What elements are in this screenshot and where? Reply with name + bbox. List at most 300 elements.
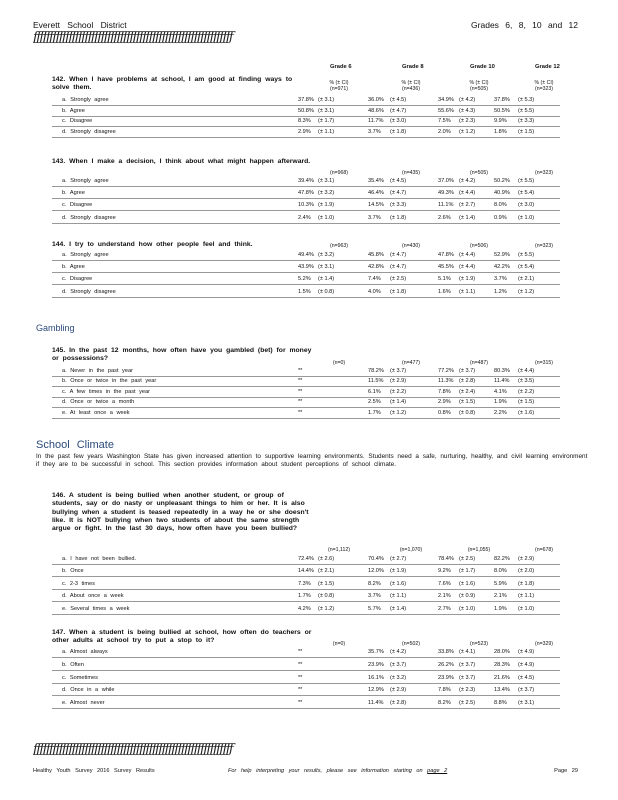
percent-value: 14.4% [298, 568, 314, 575]
row-divider [52, 589, 560, 590]
row-divider [52, 683, 560, 684]
confidence-interval: (± 4.2) [459, 178, 476, 184]
percent-value: 52.9% [494, 252, 510, 258]
response-row [52, 96, 560, 106]
percent-value: 72.4% [298, 556, 314, 562]
percent-value: 0.9% [494, 214, 507, 221]
sample-size-header [394, 641, 428, 647]
confidence-interval: (± 1.2) [459, 128, 476, 135]
confidence-interval: (± 3.3) [518, 118, 535, 125]
response-label: a. Never in the past year [62, 368, 133, 374]
percent-value: 45.5% [438, 264, 454, 271]
sample-size-header [462, 641, 496, 647]
percent-value: 28.3% [494, 661, 510, 668]
percent-value: 8.0% [494, 568, 507, 575]
percent-value: 13.4% [494, 687, 510, 694]
percent-value: 1.8% [494, 128, 507, 135]
sample-size: (n=505) [469, 86, 489, 93]
percent-value: 26.2% [438, 661, 454, 668]
confidence-interval: (± 2.8) [459, 378, 476, 385]
percent-value: 82.2% [494, 556, 510, 562]
confidence-interval: (± 3.0) [390, 118, 407, 125]
response-row [52, 263, 560, 273]
percent-value: 50.5% [494, 107, 510, 114]
confidence-interval: (± 3.7) [390, 661, 407, 668]
confidence-interval: (± 1.2) [518, 288, 535, 295]
confidence-interval: (± 3.5) [518, 378, 535, 385]
percent-value: 5.7% [368, 605, 381, 612]
confidence-interval: (± 2.0) [518, 568, 535, 575]
row-divider [52, 260, 560, 261]
response-label: a. Strongly agree [62, 97, 109, 103]
response-label: e. Almost never [62, 700, 105, 707]
confidence-interval: (± 1.1) [318, 128, 335, 135]
confidence-interval: (± 1.8) [390, 288, 407, 295]
percent-value: 37.8% [494, 97, 510, 103]
confidence-interval: (± 1.0) [518, 214, 535, 221]
response-label: d. Strongly disagree [62, 214, 116, 221]
question-142-title: 142. When I have problems at school, I am good at finding ways to solve them. [52, 76, 293, 92]
response-row [52, 128, 560, 138]
question-147-title: 147. When a student is being bullied at school, how often do teachers or other adults at school try to put a stop to it? [52, 629, 312, 645]
percent-value: 37.0% [438, 178, 454, 184]
percent-value: 8.8% [494, 700, 507, 707]
percent-value: 3.7% [494, 276, 507, 283]
percent-value: 14.5% [368, 202, 384, 209]
sample-size-header [394, 547, 428, 553]
row-divider [52, 210, 560, 211]
percent-value: 5.9% [494, 580, 507, 587]
percent-value: 1.5% [298, 288, 311, 295]
grades-label: Grades 6, 8, 10 and 12 [471, 20, 578, 30]
percent-value: ** [298, 700, 303, 707]
confidence-interval: (± 2.2) [518, 388, 535, 395]
district-name: Everett School District [33, 20, 127, 30]
sample-size: (n=435) [401, 170, 421, 176]
percent-value: 48.6% [368, 107, 384, 114]
response-row [52, 398, 560, 408]
sample-size-header [394, 360, 428, 366]
response-label: a. Strongly agree [62, 178, 109, 184]
percent-value: ** [298, 388, 303, 395]
row-divider [52, 284, 560, 285]
row-divider [52, 695, 560, 696]
response-label: e. At least once a week [62, 409, 130, 416]
sample-size-header [527, 547, 561, 553]
sample-size: (n=968) [329, 170, 349, 176]
percent-value: 55.6% [438, 107, 454, 114]
percent-value: 78.2% [368, 368, 384, 374]
percent-value: 70.4% [368, 556, 384, 562]
confidence-interval: (± 4.3) [459, 107, 476, 114]
sample-size-header [462, 360, 496, 366]
page-2-link[interactable]: page 2 [427, 768, 448, 774]
row-divider [52, 657, 560, 658]
sample-size-header [322, 547, 356, 553]
percent-value: 11.7% [368, 118, 384, 125]
percent-value: 34.9% [438, 97, 454, 103]
confidence-interval: (± 4.4) [459, 252, 476, 258]
response-label: d. About once a week [62, 593, 124, 600]
confidence-interval: (± 3.7) [459, 674, 476, 681]
confidence-interval: (± 2.7) [390, 556, 407, 562]
percent-value: ** [298, 368, 303, 374]
section-title-gambling: Gambling [36, 323, 75, 333]
percent-value: 33.8% [438, 649, 454, 655]
confidence-interval: (± 3.2) [318, 190, 335, 197]
sample-size: (n=506) [469, 243, 489, 249]
confidence-interval: (± 5.3) [518, 97, 535, 103]
response-label: d. Strongly disagree [62, 128, 116, 135]
percent-value: 3.7% [368, 593, 381, 600]
percent-value: 12.9% [368, 687, 384, 694]
row-divider [52, 198, 560, 199]
confidence-interval: (± 4.5) [390, 97, 407, 103]
sample-size: (n=678) [534, 547, 554, 553]
row-divider [52, 576, 560, 577]
response-row [52, 367, 560, 377]
grade-8-header: Grade 8 [402, 64, 424, 70]
percent-value: 39.4% [298, 178, 314, 184]
response-label: c. A few times in the past year [62, 388, 150, 395]
percent-value: 4.1% [494, 388, 507, 395]
grade-10-header: Grade 10 [470, 64, 495, 70]
response-row [52, 555, 560, 565]
response-row [52, 661, 560, 671]
confidence-interval: (± 2.1) [518, 276, 535, 283]
sample-size-header [394, 170, 428, 176]
confidence-interval: (± 4.7) [390, 190, 407, 197]
percent-value: 1.7% [298, 593, 311, 600]
sample-size: (n=436) [401, 86, 421, 93]
sample-size-header [322, 80, 356, 92]
row-divider [52, 297, 560, 298]
percent-value: 7.3% [298, 580, 311, 587]
percent-value: 3.7% [368, 128, 381, 135]
percent-value: 47.8% [438, 252, 454, 258]
percent-value: 43.9% [298, 264, 314, 271]
sample-size: (n=0) [332, 360, 346, 366]
confidence-interval: (± 1.5) [459, 399, 476, 406]
footer-help-text [228, 768, 447, 774]
confidence-interval: (± 2.6) [318, 556, 335, 562]
confidence-interval: (± 4.7) [390, 107, 407, 114]
row-divider [52, 708, 560, 709]
percent-value: 7.4% [368, 276, 381, 283]
response-row [52, 117, 560, 127]
sample-size-header [394, 80, 428, 92]
percent-value: ** [298, 409, 303, 416]
confidence-interval: (± 1.7) [459, 568, 476, 575]
response-row [52, 288, 560, 298]
header-divider: ƒƒƒƒƒƒƒƒƒƒƒƒƒƒƒƒƒƒƒƒƒƒƒƒƒƒƒƒƒƒƒƒƒƒƒƒƒƒƒƒƒƒƒƒƒƒƒƒƒƒƒƒƒƒƒƒƒƒƒƒƒƒ [33, 30, 233, 45]
school-climate-paragraph: In the past few years Washington State has given increased attention to supportive learning environments. Students need a safe, nurturing, healthy, and civil learning environment if they are to be successful in school. This section provides information about student perceptions of school climate. [36, 453, 588, 469]
sample-size: (n=505) [469, 170, 489, 176]
footer-survey-title: Healthy Youth Survey 2016 Survey Results [33, 768, 155, 774]
grade-6-header: Grade 6 [330, 64, 352, 70]
confidence-interval: (± 5.5) [518, 252, 535, 258]
pct-ci-label: % (± CI) [329, 80, 349, 86]
confidence-interval: (± 4.4) [459, 264, 476, 271]
percent-value: 46.4% [368, 190, 384, 197]
percent-value: 1.9% [494, 399, 507, 406]
percent-value: 42.2% [494, 264, 510, 271]
confidence-interval: (± 2.2) [390, 388, 407, 395]
response-row [52, 409, 560, 419]
confidence-interval: (± 1.6) [390, 580, 407, 587]
question-146-title: 146. A student is being bullied when another student, or group of students, say or do nasty or unpleasant things to him or her. It is also bullying when a student is teased repeatedly in a way he or she doesn't like. It is NOT bullying when two students of about the same strength argue or fight. In the last 30 days, how often have you been bullied? [52, 492, 309, 533]
confidence-interval: (± 1.1) [459, 288, 476, 295]
percent-value: 1.2% [494, 288, 507, 295]
response-label: c. Disagree [62, 118, 93, 125]
percent-value: 45.8% [368, 252, 384, 258]
percent-value: 2.4% [298, 214, 311, 221]
confidence-interval: (± 3.0) [518, 202, 535, 209]
response-label: b. Once [62, 568, 84, 575]
percent-value: 2.2% [494, 409, 507, 416]
sample-size: (n=477) [401, 360, 421, 366]
confidence-interval: (± 4.5) [390, 178, 407, 184]
percent-value: 8.3% [298, 118, 311, 125]
sample-size: (n=971) [329, 86, 349, 93]
confidence-interval: (± 3.1) [518, 700, 535, 707]
confidence-interval: (± 4.9) [518, 661, 535, 668]
percent-value: 3.7% [368, 214, 381, 221]
confidence-interval: (± 1.1) [390, 593, 407, 600]
sample-size: (n=487) [469, 360, 489, 366]
percent-value: 7.5% [438, 118, 451, 125]
sample-size-header [527, 360, 561, 366]
response-label: a. Strongly agree [62, 252, 109, 258]
confidence-interval: (± 1.8) [390, 128, 407, 135]
percent-value: 11.4% [368, 700, 384, 707]
confidence-interval: (± 2.3) [459, 118, 476, 125]
response-row [52, 107, 560, 117]
response-label: b. Agree [62, 190, 85, 197]
percent-value: 11.1% [438, 202, 454, 209]
confidence-interval: (± 4.2) [390, 649, 407, 655]
confidence-interval: (± 1.4) [390, 399, 407, 406]
percent-value: 80.3% [494, 368, 510, 374]
percent-value: 8.2% [438, 700, 451, 707]
response-row [52, 580, 560, 590]
response-label: b. Agree [62, 264, 85, 271]
percent-value: 23.9% [368, 661, 384, 668]
percent-value: 78.4% [438, 556, 454, 562]
sample-size: (n=329) [534, 641, 554, 647]
sample-size: (n=502) [401, 641, 421, 647]
response-row [52, 214, 560, 224]
response-row [52, 377, 560, 387]
percent-value: 11.4% [494, 378, 510, 385]
percent-value: 8.2% [368, 580, 381, 587]
confidence-interval: (± 4.2) [459, 97, 476, 103]
sample-size-header [462, 80, 496, 92]
percent-value: 35.7% [368, 649, 384, 655]
response-row [52, 592, 560, 602]
percent-value: 16.1% [368, 674, 384, 681]
confidence-interval: (± 2.9) [518, 556, 535, 562]
percent-value: 21.6% [494, 674, 510, 681]
row-divider [52, 186, 560, 187]
percent-value: 23.9% [438, 674, 454, 681]
percent-value: 6.1% [368, 388, 381, 395]
percent-value: ** [298, 687, 303, 694]
confidence-interval: (± 3.7) [518, 687, 535, 694]
response-label: e. Several times a week [62, 605, 130, 612]
response-label: a. I have not been bullied. [62, 556, 137, 562]
confidence-interval: (± 5.4) [518, 264, 535, 271]
pct-ci-label: % (± CI) [534, 80, 554, 86]
sample-size: (n=523) [469, 641, 489, 647]
confidence-interval: (± 4.9) [518, 649, 535, 655]
confidence-interval: (± 1.5) [318, 580, 335, 587]
sample-size-header [322, 170, 356, 176]
sample-size-header [322, 243, 356, 249]
confidence-interval: (± 4.5) [518, 674, 535, 681]
sample-size-header [322, 360, 356, 366]
confidence-interval: (± 1.4) [390, 605, 407, 612]
percent-value: 1.9% [494, 605, 507, 612]
percent-value: 1.7% [368, 409, 381, 416]
percent-value: 47.8% [298, 190, 314, 197]
confidence-interval: (± 3.1) [318, 178, 335, 184]
percent-value: 2.6% [438, 214, 451, 221]
response-label: d. Strongly disagree [62, 288, 116, 295]
question-143-title: 143. When I make a decision, I think about what might happen afterward. [52, 158, 311, 165]
confidence-interval: (± 3.7) [459, 368, 476, 374]
row-divider [52, 418, 560, 419]
confidence-interval: (± 1.9) [390, 568, 407, 575]
page-number: Page 29 [554, 768, 578, 774]
confidence-interval: (± 1.0) [518, 605, 535, 612]
response-row [52, 177, 560, 187]
response-row [52, 674, 560, 684]
footer-divider: ƒƒƒƒƒƒƒƒƒƒƒƒƒƒƒƒƒƒƒƒƒƒƒƒƒƒƒƒƒƒƒƒƒƒƒƒƒƒƒƒƒƒƒƒƒƒƒƒƒƒƒƒƒƒƒƒƒƒƒƒƒƒ [33, 742, 233, 757]
confidence-interval: (± 1.2) [390, 409, 407, 416]
response-row [52, 201, 560, 211]
percent-value: 7.6% [438, 580, 451, 587]
footer-help-label: For help interpreting your results, please see information starting on [228, 768, 423, 774]
percent-value: 37.8% [298, 97, 314, 103]
confidence-interval: (± 1.1) [518, 593, 535, 600]
question-144-title: 144. I try to understand how other people feel and think. [52, 241, 253, 248]
response-label: b. Often [62, 661, 84, 668]
confidence-interval: (± 1.8) [390, 214, 407, 221]
percent-value: 50.2% [494, 178, 510, 184]
response-row [52, 275, 560, 285]
confidence-interval: (± 2.8) [390, 700, 407, 707]
response-row [52, 686, 560, 696]
confidence-interval: (± 2.7) [459, 202, 476, 209]
percent-value: 77.2% [438, 368, 454, 374]
percent-value: 12.0% [368, 568, 384, 575]
response-row [52, 251, 560, 261]
confidence-interval: (± 1.9) [459, 276, 476, 283]
confidence-interval: (± 1.0) [318, 214, 335, 221]
sample-size: (n=963) [329, 243, 349, 249]
percent-value: 2.7% [438, 605, 451, 612]
confidence-interval: (± 1.5) [518, 399, 535, 406]
percent-value: 0.8% [438, 409, 451, 416]
confidence-interval: (± 2.1) [318, 568, 335, 575]
percent-value: 49.4% [298, 252, 314, 258]
response-label: a. Almost always [62, 649, 108, 655]
response-label: c. Sometimes [62, 674, 98, 681]
percent-value: ** [298, 674, 303, 681]
confidence-interval: (± 1.2) [318, 605, 335, 612]
percent-value: 2.1% [494, 593, 507, 600]
grade-12-header: Grade 12 [535, 64, 560, 70]
percent-value: ** [298, 661, 303, 668]
response-label: b. Agree [62, 107, 85, 114]
confidence-interval: (± 2.9) [390, 687, 407, 694]
row-divider [52, 137, 560, 138]
sample-size: (n=323) [534, 243, 554, 249]
confidence-interval: (± 4.4) [459, 190, 476, 197]
confidence-interval: (± 2.5) [390, 276, 407, 283]
percent-value: 7.8% [438, 388, 451, 395]
confidence-interval: (± 2.4) [459, 388, 476, 395]
sample-size-header [462, 547, 496, 553]
response-label: c. Disagree [62, 202, 93, 209]
percent-value: 7.8% [438, 687, 451, 694]
row-divider [52, 564, 560, 565]
response-label: d. Once or twice a month [62, 399, 135, 406]
sample-size-header [462, 170, 496, 176]
confidence-interval: (± 4.1) [459, 649, 476, 655]
sample-size: (n=1,055) [467, 547, 491, 553]
section-title-school-climate: School Climate [36, 439, 114, 451]
confidence-interval: (± 1.8) [518, 580, 535, 587]
confidence-interval: (± 1.0) [459, 605, 476, 612]
percent-value: ** [298, 378, 303, 385]
percent-value: 36.0% [368, 97, 384, 103]
row-divider [52, 223, 560, 224]
sample-size: (n=1,112) [328, 547, 350, 553]
row-divider [52, 601, 560, 602]
percent-value: 10.3% [298, 202, 314, 209]
pct-ci-label: % (± CI) [469, 80, 489, 86]
confidence-interval: (± 5.5) [518, 107, 535, 114]
percent-value: 28.0% [494, 649, 510, 655]
sample-size: (n=323) [534, 86, 554, 93]
response-label: b. Once or twice in the past year [62, 378, 157, 385]
response-label: c. 2-3 times [62, 580, 95, 587]
confidence-interval: (± 5.5) [518, 178, 535, 184]
confidence-interval: (± 3.1) [318, 264, 335, 271]
confidence-interval: (± 3.1) [318, 107, 335, 114]
confidence-interval: (± 1.4) [459, 214, 476, 221]
sample-size: (n=315) [534, 360, 554, 366]
response-label: d. Once in a while [62, 687, 115, 694]
percent-value: 11.3% [438, 378, 454, 385]
confidence-interval: (± 3.1) [318, 97, 335, 103]
sample-size-header [322, 641, 356, 647]
pct-ci-label: % (± CI) [401, 80, 421, 86]
confidence-interval: (± 3.2) [318, 252, 335, 258]
response-row [52, 388, 560, 398]
percent-value: 42.8% [368, 264, 384, 271]
percent-value: 9.9% [494, 118, 507, 125]
confidence-interval: (± 4.7) [390, 264, 407, 271]
response-label: c. Disagree [62, 276, 93, 283]
response-row [52, 189, 560, 199]
percent-value: 35.4% [368, 178, 384, 184]
confidence-interval: (± 3.2) [390, 674, 407, 681]
percent-value: 8.0% [494, 202, 507, 209]
percent-value: 2.0% [438, 128, 451, 135]
